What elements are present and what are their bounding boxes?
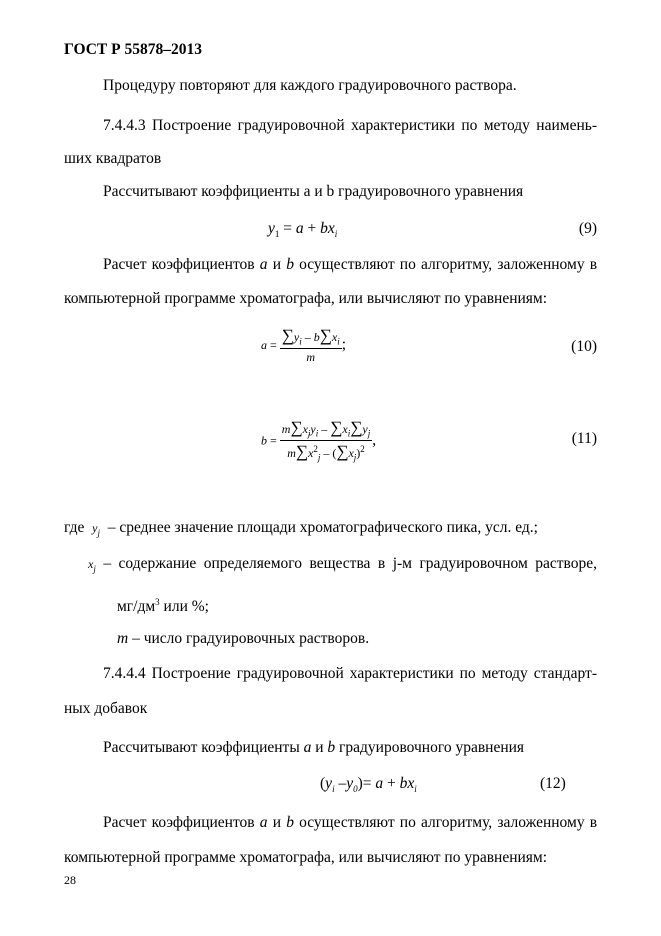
equation-11-number: (11) (571, 430, 597, 447)
paragraph-line: Процедуру повторяют для каждого градуировочного раствора. (103, 77, 517, 94)
section-heading-continuation: ных добавок (64, 700, 148, 717)
equation-9-number: (9) (578, 220, 597, 237)
paragraph-line: компьютерной программе хроматографа, или вычисляют по уравнениям: (64, 849, 548, 866)
where-clause-line: m – число градуировочных растворов. (117, 630, 370, 647)
document-header: ГОСТ Р 55878–2013 (64, 41, 202, 58)
paragraph-line: компьютерной программе хроматографа, или вычисляют по уравнениям: (64, 290, 548, 307)
paragraph-line: Расчет коэффициентов a и b осуществляют по алгоритму, заложенному в (103, 814, 598, 831)
equation-12-number: (12) (540, 775, 566, 792)
paragraph-line: Рассчитывают коэффициенты a и b градуировочного уравнения (103, 183, 524, 200)
equation-11: b = $\frac{m\sum x_jy_i - \sum x_i\sum y_j}{m\sum x^2_j - (\sum x_j)^2}$ , (261, 418, 377, 463)
paragraph-line: Рассчитывают коэффициенты a и b градуировочного уравнения (103, 739, 525, 756)
where-clause-line: $x_j$ – содержание определяемого вещества в j-м градуировочном растворе, (88, 555, 597, 575)
equation-9: $y_1 = a + bx_i$ (268, 220, 338, 240)
where-clause-line: где $y_j$ – среднее значение площади хроматографического пика, усл. ед.; (64, 519, 538, 539)
equation-12: ($y_i$ $-y_0)= a + bx_i$ (320, 775, 417, 795)
where-clause-line: $мг/дм^3$ или %; (117, 597, 209, 616)
equation-10: a = $\frac{\sum y_i - b\sum x_i}{m}$ ; (261, 326, 347, 365)
paragraph-line: Расчет коэффициентов a и b осуществляют по алгоритму, заложенному в (103, 256, 598, 273)
page-number: 28 (64, 873, 76, 887)
equation-10-number: (10) (571, 338, 597, 355)
section-heading-7-4-4-4: 7.4.4.4 Построение градуировочной характеристики по методу стандарт- (103, 665, 597, 682)
section-heading-7-4-4-3: 7.4.4.3 Построение градуировочной характеристики по методу наимень- (103, 117, 597, 134)
section-heading-continuation: ших квадратов (64, 150, 162, 167)
